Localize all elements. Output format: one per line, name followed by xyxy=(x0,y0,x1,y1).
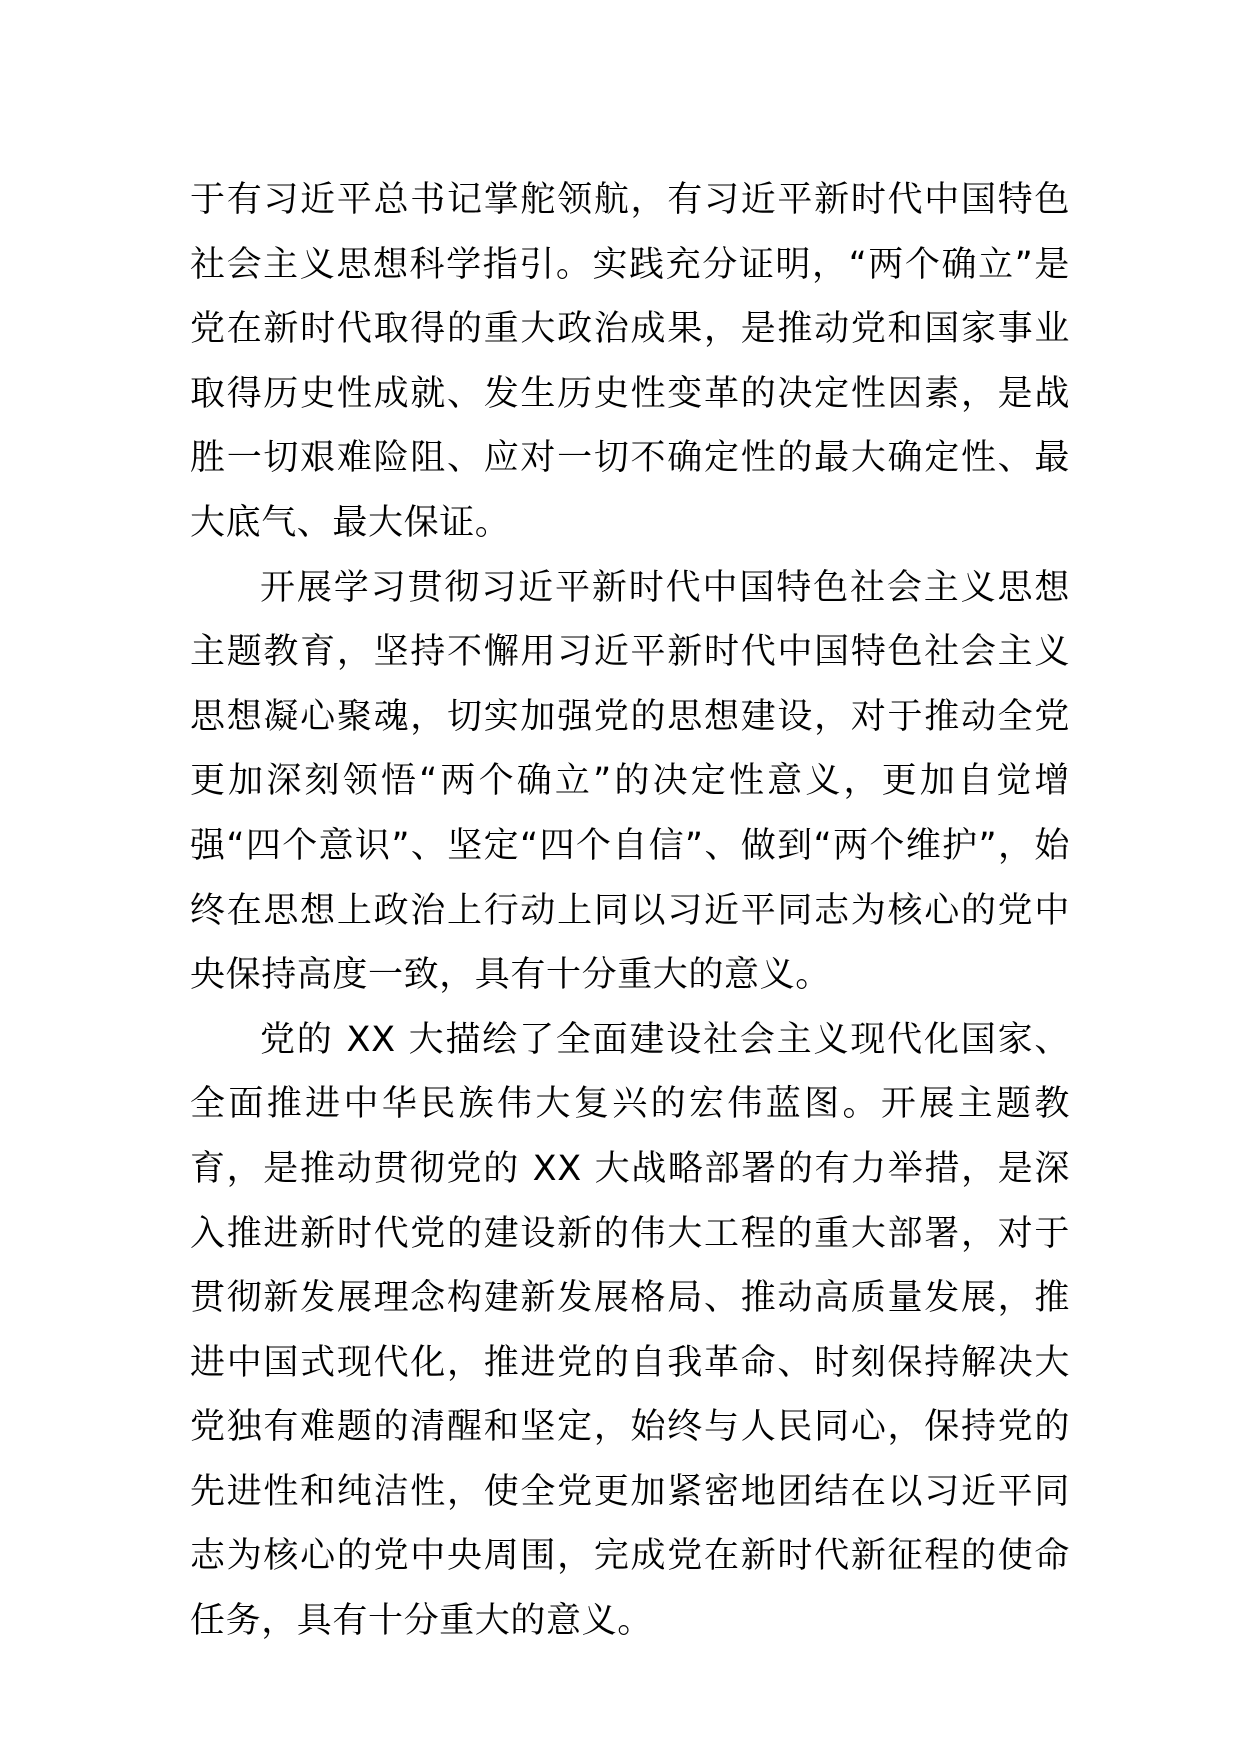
paragraph-theme-education: 开展学习贯彻习近平新时代中国特色社会主义思想主题教育，坚持不懈用习近平新时代中国特色社会主义思想凝心聚魂，切实加强党的思想建设，对于推动全党更加深刻领悟“两个确立”的决定性意义，更加自觉增强“四个意识”、坚定“四个自信”、做到“两个维护”，始终在思想上政治上行动上同以习近平同志为核心的党中央保持高度一致，具有十分重大的意义。 xyxy=(190,567,1070,996)
paragraph-congress-blueprint: 党的 XX 大描绘了全面建设社会主义现代化国家、全面推进中华民族伟大复兴的宏伟蓝图。开展主题教育，是推动贯彻党的 XX 大战略部署的有力举措，是深入推进新时代党的建设新的伟大工程的重大部署，对于贯彻新发展理念构建新发展格局、推动高质量发展，推进中国式现代化，推进党的自我革命、时刻保持解决大党独有难题的清醒和坚定，始终与人民同心，保持党的先进性和纯洁性，使全党更加紧密地团结在以习近平同志为核心的党中央周围，完成党在新时代新征程的使命任务，具有十分重大的意义。 xyxy=(190,1019,1070,1642)
document-body xyxy=(190,168,1070,1654)
paragraph-continuation: 于有习近平总书记掌舵领航，有习近平新时代中国特色社会主义思想科学指引。实践充分证明，“两个确立”是党在新时代取得的重大政治成果，是推动党和国家事业取得历史性成就、发生历史性变革的决定性因素，是战胜一切艰难险阻、应对一切不确定性的最大确定性、最大底气、最大保证。 xyxy=(190,180,1070,543)
